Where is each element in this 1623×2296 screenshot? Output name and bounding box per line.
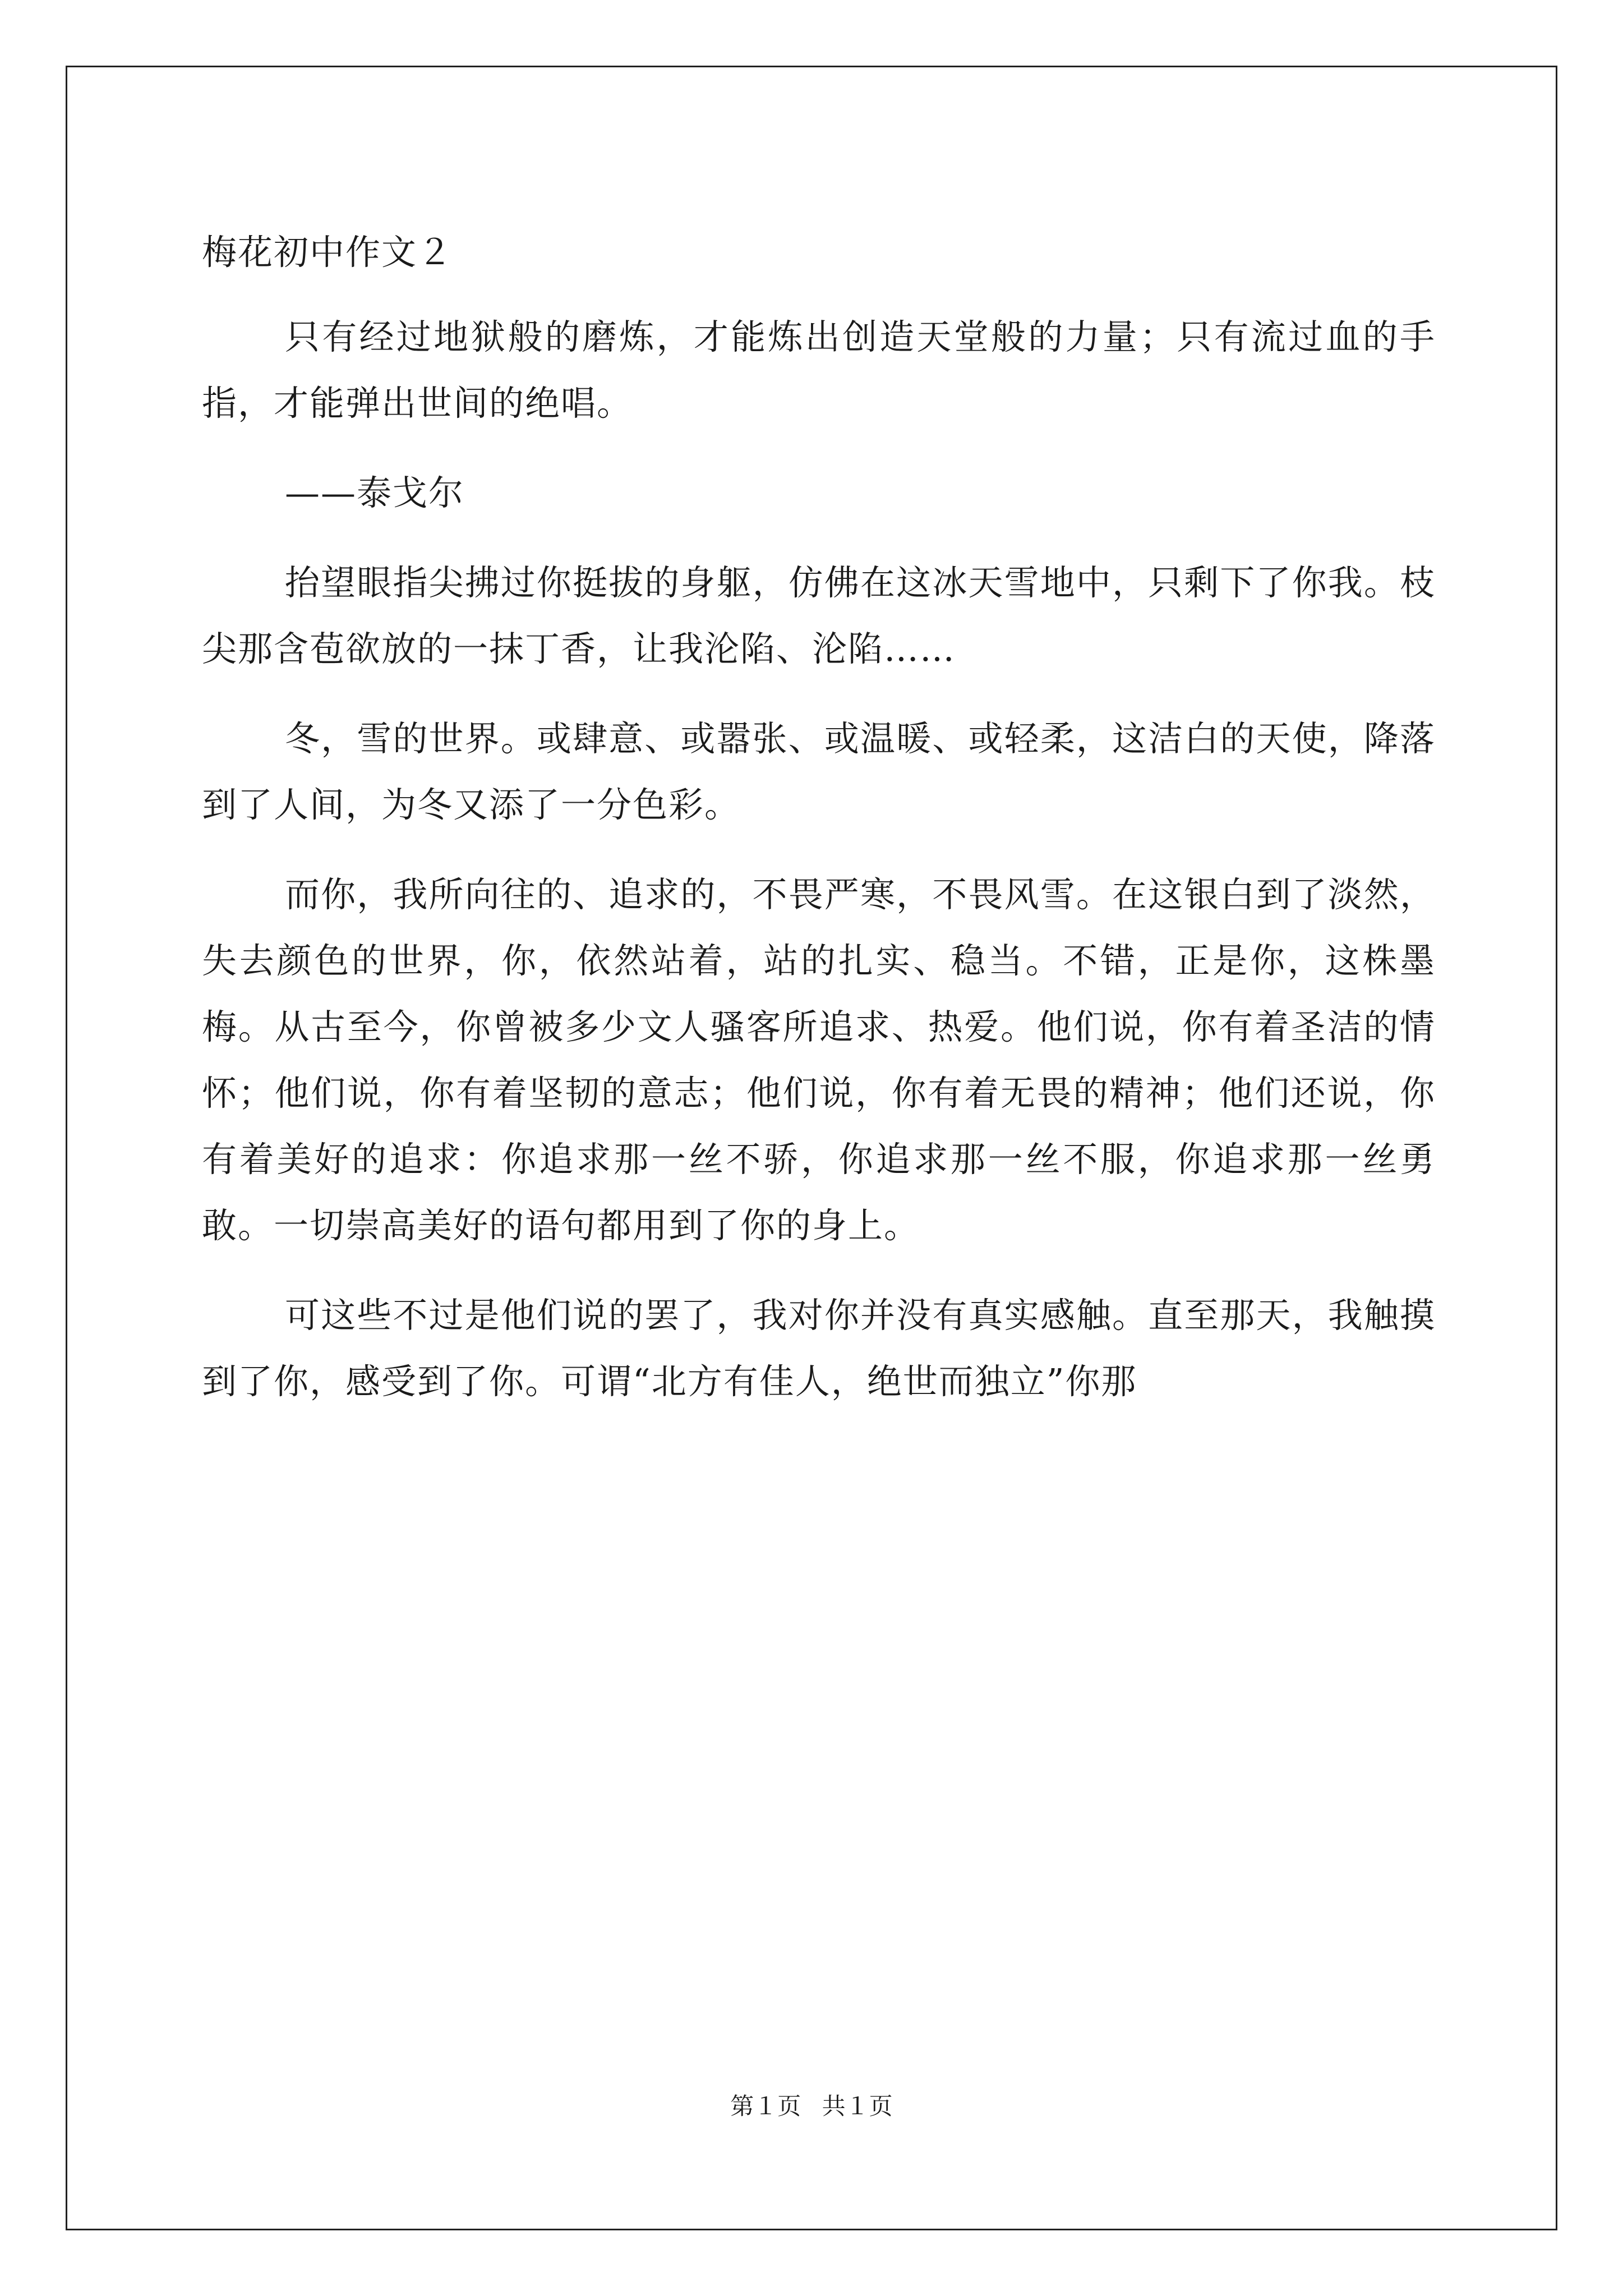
page-total: 共１页 bbox=[822, 2092, 893, 2120]
paragraph-quote: 只有经过地狱般的磨炼，才能炼出创造天堂般的力量；只有流过血的手指，才能弹出世间的绝唱。 bbox=[202, 316, 1436, 424]
document-title: 梅花初中作文２ bbox=[202, 232, 454, 273]
paragraph: 而你，我所向往的、追求的，不畏严寒，不畏风雪。在这银白到了淡然，失去颜色的世界，你，依然站着，站的扎实、稳当。不错，正是你，这株墨梅。从古至今，你曾被多少文人骚客所追求、热爱。他们说，你有着圣洁的情怀；他们说，你有着坚韧的意志；他们说，你有着无畏的精神；他们还说，你有着美好的追求：你追求那一丝不骄，你追求那一丝不服，你追求那一丝勇敢。一切崇高美好的语句都用到了你的身上。 bbox=[202, 874, 1436, 1246]
page-footer bbox=[0, 2090, 1623, 2123]
page-number: 第１页 bbox=[730, 2092, 801, 2120]
paragraph-attribution: ——泰戈尔 bbox=[285, 472, 465, 513]
paragraph: 可这些不过是他们说的罢了，我对你并没有真实感触。直至那天，我触摸到了你，感受到了你。可谓“北方有佳人，绝世而独立”你那 bbox=[202, 1295, 1436, 1402]
document-body bbox=[202, 224, 1436, 1438]
paragraph: 抬望眼指尖拂过你挺拔的身躯，仿佛在这冰天雪地中，只剩下了你我。枝尖那含苞欲放的一抹丁香，让我沦陷、沦陷…… bbox=[202, 562, 1436, 669]
paragraph: 冬，雪的世界。或肆意、或嚣张、或温暖、或轻柔，这洁白的天使，降落到了人间，为冬又添了一分色彩。 bbox=[202, 718, 1436, 825]
